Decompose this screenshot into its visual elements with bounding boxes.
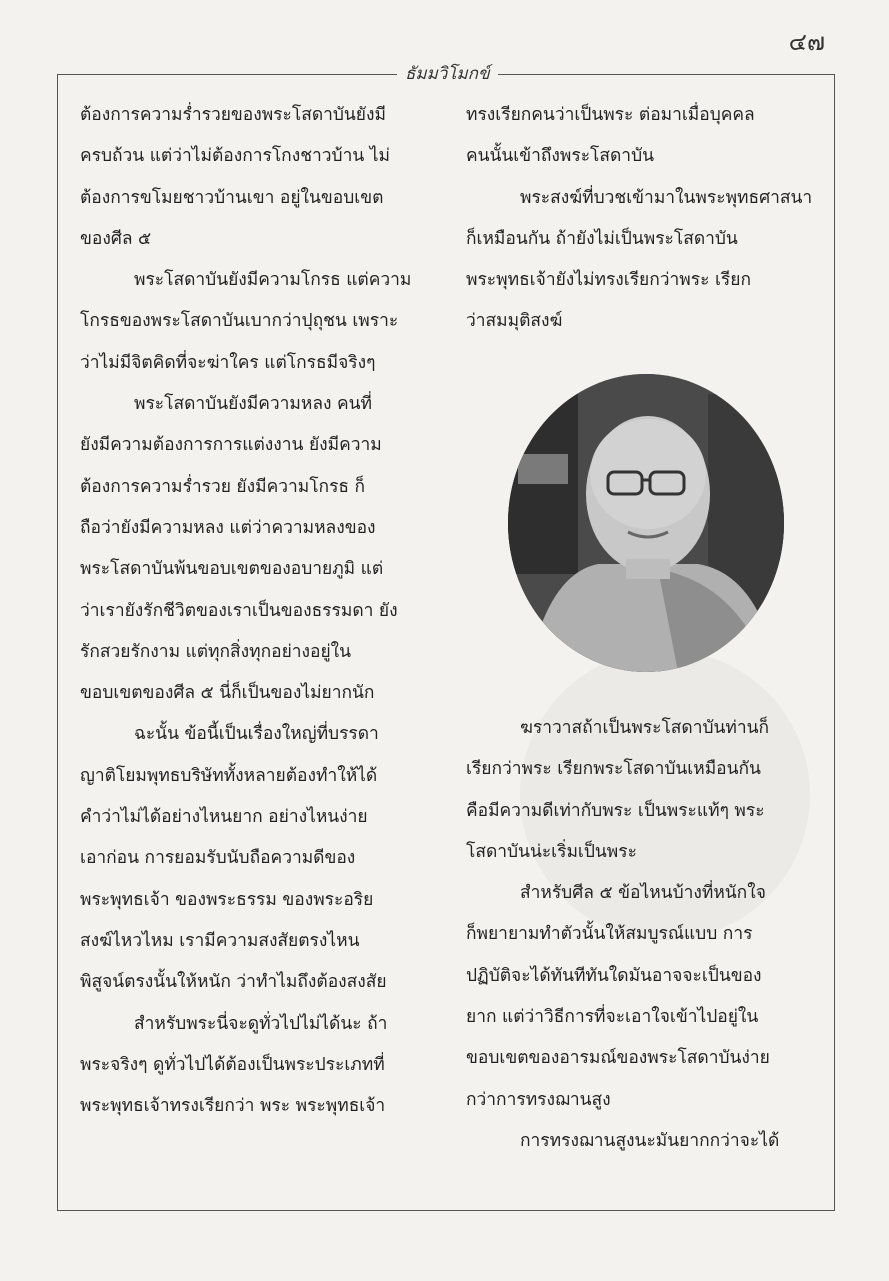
text-line: ทรงเรียกคนว่าเป็นพระ ต่อมาเมื่อบุคคล <box>466 105 755 125</box>
text-line: พระสงฆ์ที่บวชเข้ามาในพระพุทธศาสนา <box>520 187 813 208</box>
text-line: คือมีความดีเท่ากับพระ เป็นพระแท้ๆ พระ <box>466 800 765 821</box>
text-line: สงฆ์ไหวไหม เรามีความสงสัยตรงไหน <box>80 930 360 951</box>
text-line: ว่าไม่มีจิตคิดที่จะฆ่าใคร แต่โกรธมีจริงๆ <box>80 352 376 373</box>
page-number: ๔๗ <box>788 28 825 56</box>
text-line: การทรงฌานสูงนะมันยากกว่าจะได้ <box>520 1130 780 1151</box>
text-line: ปฏิบัติจะได้ทันทีทันใดมันอาจจะเป็นของ <box>466 965 762 986</box>
text-line: เรียกว่าพระ เรียกพระโสดาบันเหมือนกัน <box>466 759 761 780</box>
text-line: ต้องการความร่ำรวยของพระโสดาบันยังมี <box>80 105 386 125</box>
monk-portrait-photo <box>508 374 784 672</box>
right-text-column-top <box>466 95 826 343</box>
text-line: ขอบเขตของศีล ๕ นี่ก็เป็นของไม่ยากนัก <box>80 683 375 704</box>
text-line: โกรธของพระโสดาบันเบากว่าปุถุชน เพราะ <box>80 311 399 332</box>
text-line: ก็พยายามทำตัวนั้นให้สมบูรณ์แบบ การ <box>466 924 753 945</box>
text-line: ฆราวาสถ้าเป็นพระโสดาบันท่านก็ <box>520 718 770 738</box>
text-line: พระจริงๆ ดูทั่วไปได้ต้องเป็นพระประเภทที่ <box>80 1054 385 1075</box>
text-line: พระพุทธเจ้าทรงเรียกว่า พระ พระพุทธเจ้า <box>80 1096 386 1117</box>
text-line: ขอบเขตของอารมณ์ของพระโสดาบันง่าย <box>466 1048 770 1069</box>
text-line: เอาก่อน การยอมรับนับถือความดีของ <box>80 848 356 869</box>
text-line: พิสูจน์ตรงนั้นให้หนัก ว่าทำไมถึงต้องสงสัย <box>80 972 387 993</box>
text-line: ว่าเรายังรักชีวิตของเราเป็นของธรรมดา ยัง <box>80 600 398 621</box>
text-line: ฉะนั้น ข้อนี้เป็นเรื่องใหญ่ที่บรรดา <box>134 724 379 745</box>
text-line: พระโสดาบันพ้นขอบเขตของอบายภูมิ แต่ <box>80 559 384 580</box>
text-line: สำหรับพระนี่จะดูทั่วไปไม่ได้นะ ถ้า <box>134 1013 388 1034</box>
text-line: รักสวยรักงาม แต่ทุกสิ่งทุกอย่างอยู่ใน <box>80 641 352 662</box>
text-line: ว่าสมมุติสงฆ์ <box>466 311 563 332</box>
text-line: คนนั้นเข้าถึงพระโสดาบัน <box>466 146 655 167</box>
text-line: ครบถ้วน แต่ว่าไม่ต้องการโกงชาวบ้าน ไม่ <box>80 146 390 167</box>
text-line: คำว่าไม่ได้อย่างไหนยาก อย่างไหนง่าย <box>80 807 368 828</box>
text-line: ญาติโยมพุทธบริษัททั้งหลายต้องทำให้ได้ <box>80 765 378 786</box>
text-line: สำหรับศีล ๕ ข้อไหนบ้างที่หนักใจ <box>520 883 766 904</box>
text-line: ต้องการขโมยชาวบ้านเขา อยู่ในขอบเขต <box>80 187 384 208</box>
text-line: ยังมีความต้องการการแต่งงาน ยังมีความ <box>80 435 382 456</box>
text-line: ยาก แต่ว่าวิธีการที่จะเอาใจเข้าไปอยู่ใน <box>466 1007 759 1028</box>
text-line: พระพุทธเจ้ายังไม่ทรงเรียกว่าพระ เรียก <box>466 270 751 291</box>
right-text-column-bottom <box>466 708 826 1162</box>
text-line: ก็เหมือนกัน ถ้ายังไม่เป็นพระโสดาบัน <box>466 228 738 249</box>
running-title: ธัมมวิโมกข์ <box>397 60 498 87</box>
text-line: ถือว่ายังมีความหลง แต่ว่าความหลงของ <box>80 517 376 538</box>
text-line: พระโสดาบันยังมีความหลง คนที่ <box>134 394 372 415</box>
left-text-column <box>80 95 442 1127</box>
text-line: โสดาบันน่ะเริ่มเป็นพระ <box>466 841 637 862</box>
text-line: ต้องการความร่ำรวย ยังมีความโกรธ ก็ <box>80 476 366 497</box>
text-line: พระพุทธเจ้า ของพระธรรม ของพระอริย <box>80 889 374 910</box>
portrait-illustration <box>508 374 784 672</box>
text-line: พระโสดาบันยังมีความโกรธ แต่ความ <box>134 270 412 291</box>
text-line: กว่าการทรงฌานสูง <box>466 1089 611 1110</box>
text-line: ของศีล ๕ <box>80 228 152 249</box>
